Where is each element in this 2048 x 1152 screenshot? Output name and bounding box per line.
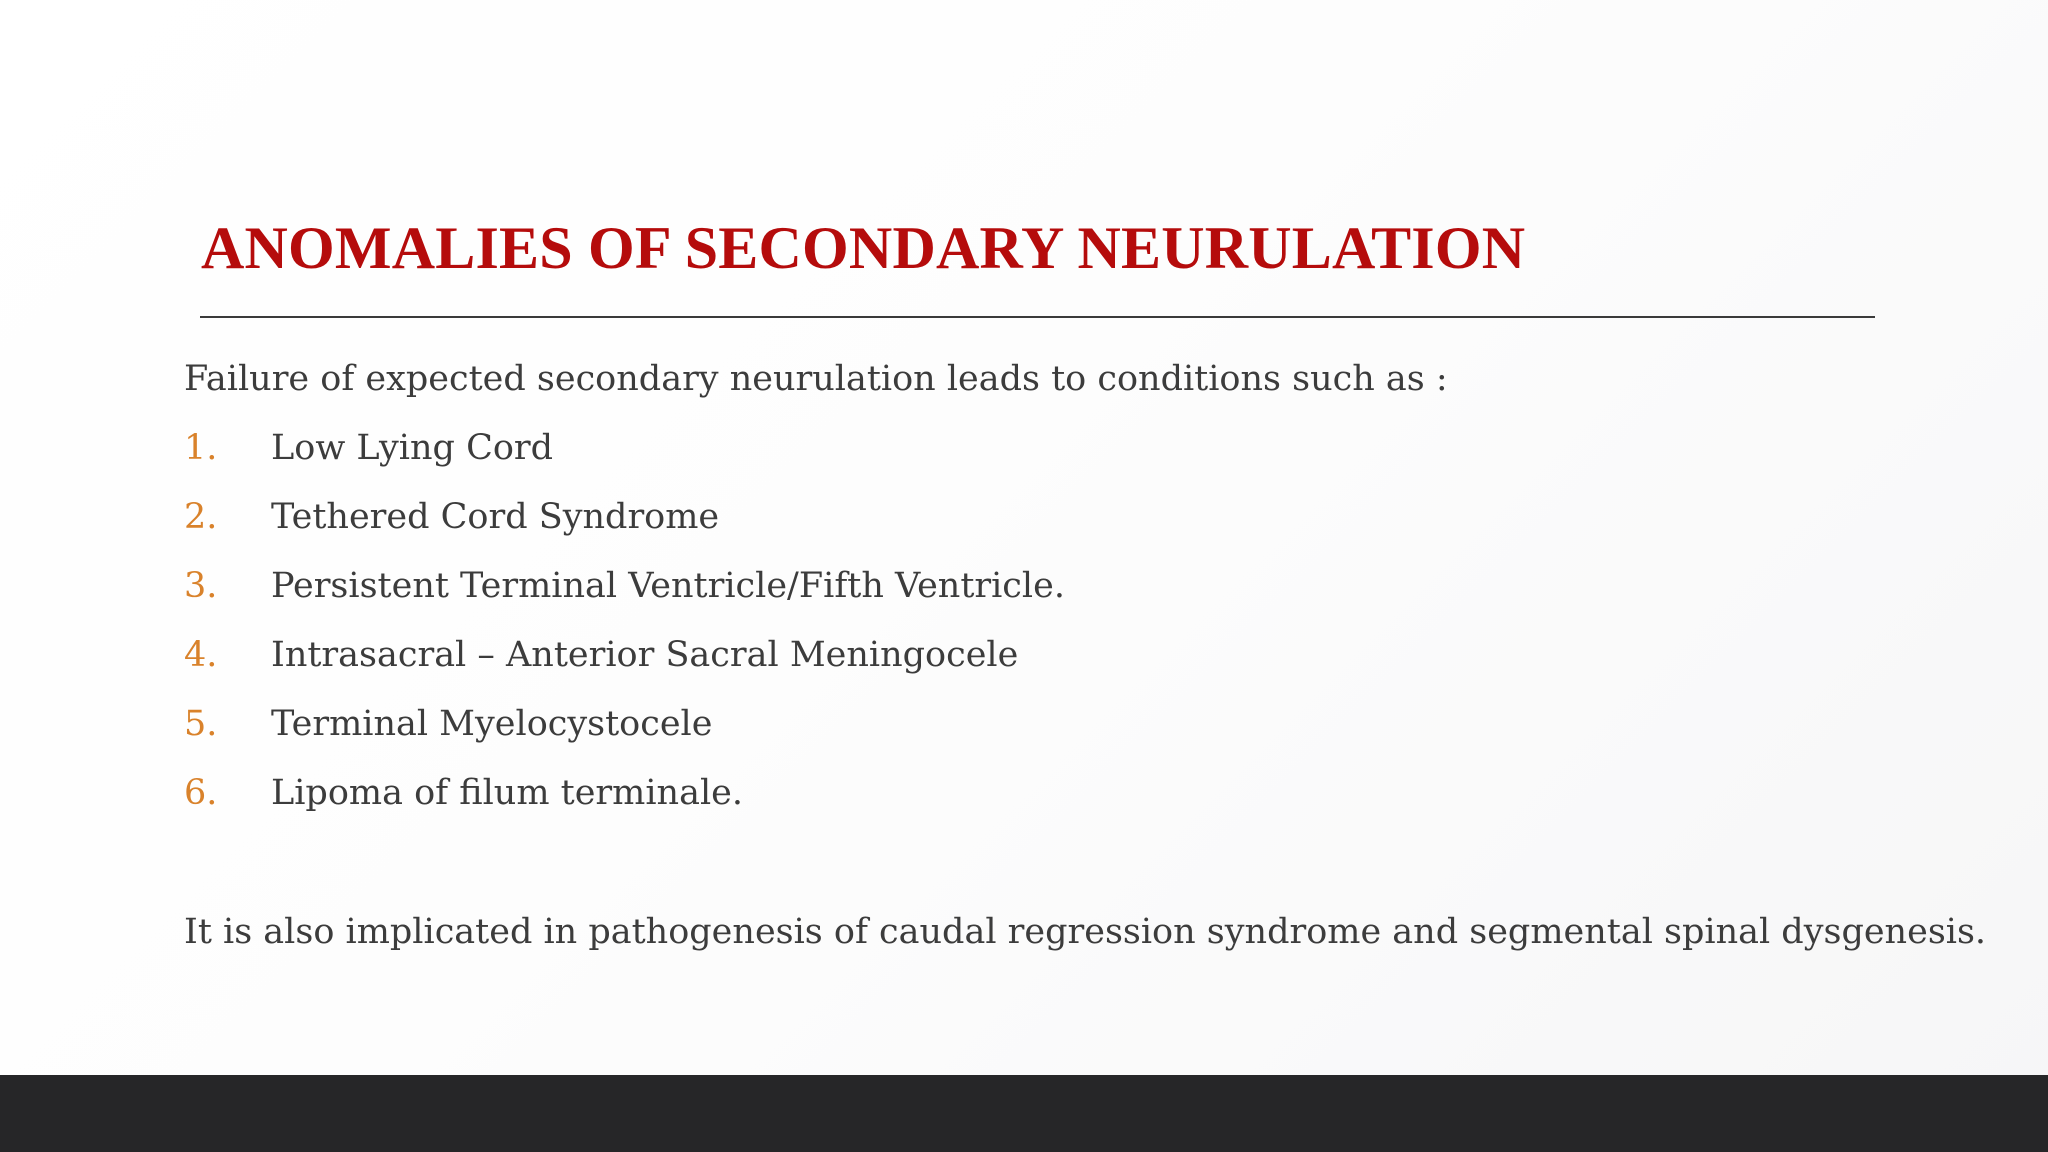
list-item: [184, 700, 1065, 769]
list-item-text: Lipoma of filum terminale.: [271, 773, 743, 813]
list-item: [184, 493, 1065, 562]
list-item-number: 5.: [184, 704, 218, 744]
list-item-text: Low Lying Cord: [271, 428, 554, 468]
list-item: [184, 631, 1065, 700]
footer-bar: [0, 1075, 2048, 1152]
list-item-text: Intrasacral – Anterior Sacral Meningocele: [271, 635, 1019, 675]
closing-text: It is also implicated in pathogenesis of caudal regression syndrome and segmental spinal dysgenesis.: [184, 912, 1987, 952]
list-item-number: 2.: [184, 497, 218, 537]
list-item-number: 4.: [184, 635, 218, 675]
list-item-text: Tethered Cord Syndrome: [271, 497, 720, 537]
list-item-number: 6.: [184, 773, 218, 813]
conditions-list: [184, 424, 1065, 838]
intro-text: Failure of expected secondary neurulation leads to conditions such as :: [184, 359, 1448, 399]
list-item-number: 3.: [184, 566, 218, 606]
title-divider: [200, 316, 1875, 318]
slide-title: ANOMALIES OF SECONDARY NEURULATION: [201, 215, 1526, 281]
list-item-text: Terminal Myelocystocele: [271, 704, 713, 744]
list-item: [184, 562, 1065, 631]
list-item: [184, 424, 1065, 493]
list-item-text: Persistent Terminal Ventricle/Fifth Ventricle.: [271, 566, 1065, 606]
list-item: [184, 769, 1065, 838]
list-item-number: 1.: [184, 428, 218, 468]
